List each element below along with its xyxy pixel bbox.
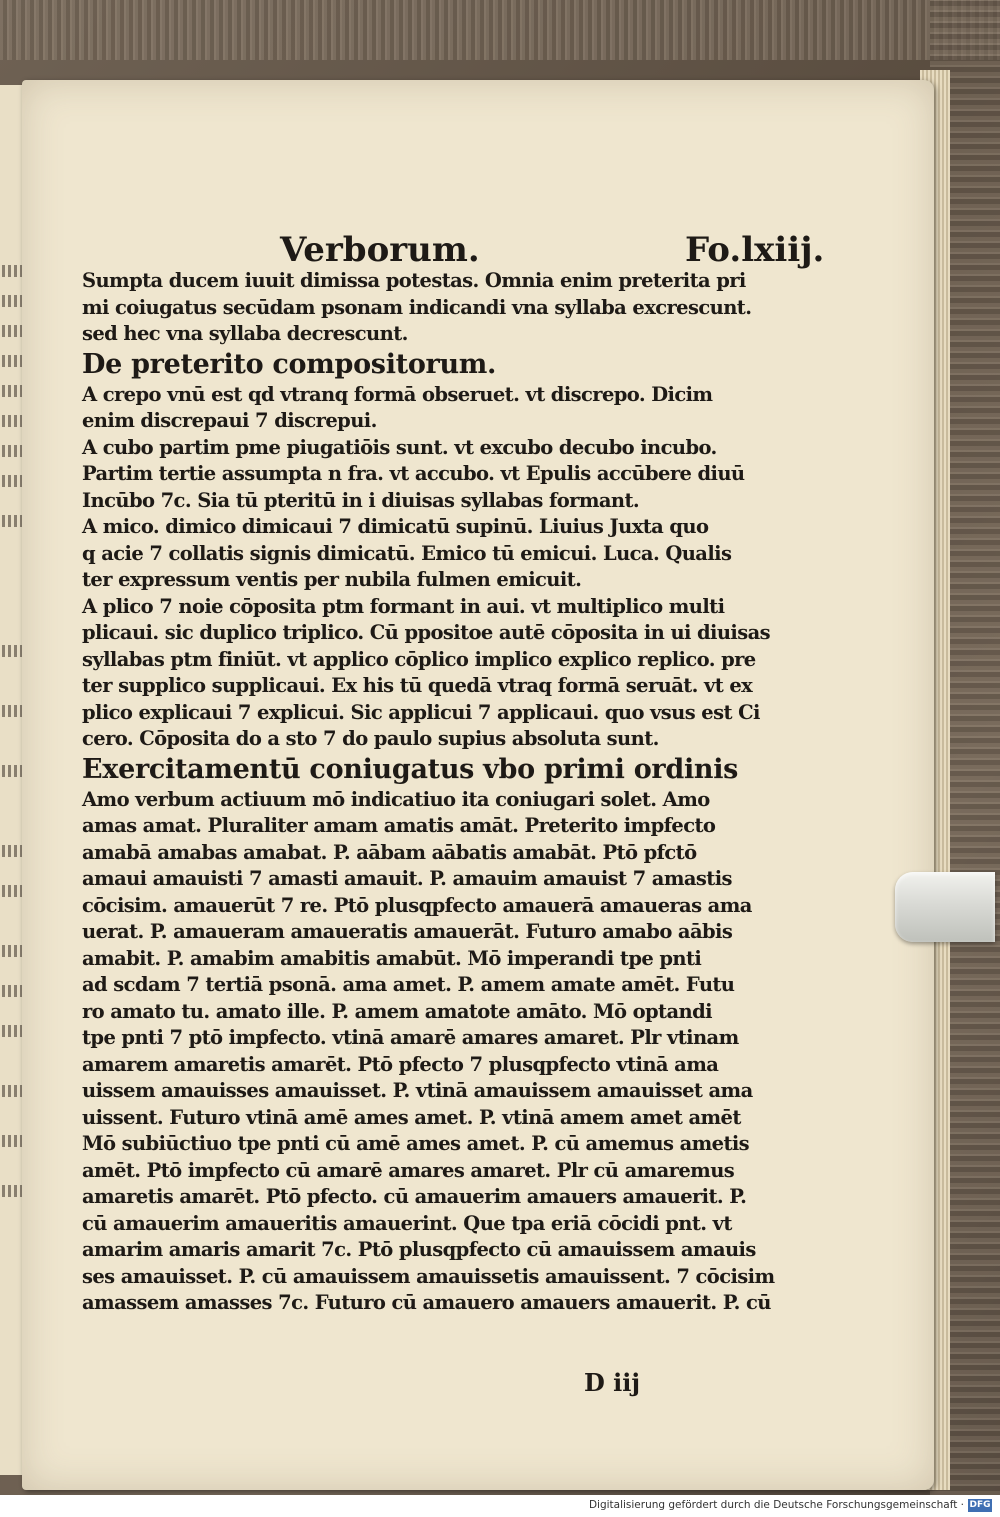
text-line: uissent. Futuro vtinā amē ames amet. P. vtinā amem amet amēt [82,1105,741,1129]
text-line: A crepo vnū est qd vtranq formā obseruet. vt discrepo. Dicim [82,382,713,406]
text-line: ter expressum ventis per nubila fulmen emicuit. [82,568,582,591]
text-line: q acie 7 collatis signis dimicatū. Emico tū emicui. Luca. Qualis [82,541,732,565]
cover-top-edge [0,0,1000,60]
text-line: mi coiugatus secūdam psonam indicandi vna syllaba excrescunt. [82,295,752,319]
text-line: ter supplico supplicaui. Ex his tū quedā vtraq formā seruāt. vt ex [82,674,753,697]
text-line: ses amauisset. P. cū amauissem amauissetis amauissent. 7 cōcisim [82,1264,775,1288]
text-line: amas amat. Pluraliter amam amatis amāt. Preterito impfecto [82,814,716,837]
text-line: amassem amasses 7c. Futuro cū amauero amauers amauerit. P. cū [82,1291,771,1314]
text-line: amarim amaris amarit 7c. Ptō plusqpfecto cū amauissem amauis [82,1238,756,1261]
text-line: tpe pnti 7 ptō impfecto. vtinā amarē amares amaret. Plr vtinam [82,1026,739,1049]
digitization-footer [0,1495,1000,1517]
text-line: sed hec vna syllaba decrescunt. [82,322,408,345]
section-heading: Exercitamentū coniugatus vbo primi ordinis [82,753,739,785]
text-line: plico explicaui 7 explicui. Sic applicui 7 applicaui. quo vsus est Ci [82,700,760,724]
text-line: A cubo partim pme piugatiōis sunt. vt excubo decubo incubo. [82,435,717,459]
text-line: A plico 7 noie cōposita ptm formant in aui. vt multiplico multi [82,594,725,618]
text-line: uissem amauisses amauisset. P. vtinā amauissem amauisset ama [82,1079,753,1102]
text-line: amabit. P. amabim amabitis amabūt. Mō imperandi tpe pnti [82,946,702,970]
text-line: amēt. Ptō impfecto cū amarē amares amaret. Plr cū amaremus [82,1158,735,1182]
text-line: amaretis amarēt. Ptō pfecto. cū amauerim amauers amauerit. P. [82,1185,747,1208]
signature-mark: D iij [584,1368,641,1397]
folio-number: Fo.lxiij. [685,230,825,270]
text-line: Incūbo 7c. Sia tū pteritū in i diuisas syllabas formant. [82,488,640,512]
text-line: plicaui. sic duplico triplico. Cū ppositoe autē cōposita in ui diuisas [82,621,771,644]
text-line: ad scdam 7 tertiā psonā. ama amet. P. amem amate amēt. Futu [82,973,735,996]
text-line: uerat. P. amaueram amaueratis amauerāt. Futuro amabo aābis [82,920,733,943]
text-line: Amo verbum actiuum mō indicatiuo ita coniugari solet. Amo [82,787,710,811]
text-line: A mico. dimico dimicaui 7 dimicatū supinū. Liuius Juxta quo [82,515,709,538]
text-line: Sumpta ducem iuuit dimissa potestas. Omnia enim preterita pri [82,269,746,292]
running-header-title: Verborum. [280,230,480,270]
page-clip [895,872,995,942]
text-line: syllabas ptm finiūt. vt applico cōplico implico explico replico. pre [82,647,756,671]
text-line: cero. Cōposita do a sto 7 do paulo supius absoluta sunt. [82,727,659,750]
text-line: amabā amabas amabat. P. aābam aābatis amabāt. Ptō pfctō [82,840,697,864]
text-line: Mō subiūctiuo tpe pnti cū amē ames amet. P. cū amemus ametis [82,1132,750,1155]
text-line: amaui amauisti 7 amasti amauit. P. amauim amauist 7 amastis [82,867,732,890]
text-line: enim discrepaui 7 discrepui. [82,409,377,432]
text-line: amarem amaretis amarēt. Ptō pfecto 7 plusqpfecto vtinā ama [82,1052,719,1076]
book-page [22,80,934,1490]
dfg-logo: DFG [969,1500,991,1510]
text-line: Partim tertie assumpta n fra. vt accubo. vt Epulis accūbere diuū [82,462,745,485]
section-heading: De preterito compositorum. [82,348,497,380]
text-line: cū amauerim amaueritis amauerint. Que tpa eriā cōcidi pnt. vt [82,1211,732,1235]
footer-credit: Digitalisierung gefördert durch die Deutsche Forschungsgemeinschaft · [588,1499,964,1511]
text-line: cōcisim. amauerūt 7 re. Ptō plusqpfecto amauerā amaueras ama [82,893,752,917]
text-line: ro amato tu. amato ille. P. amem amatote amāto. Mō optandi [82,999,712,1023]
